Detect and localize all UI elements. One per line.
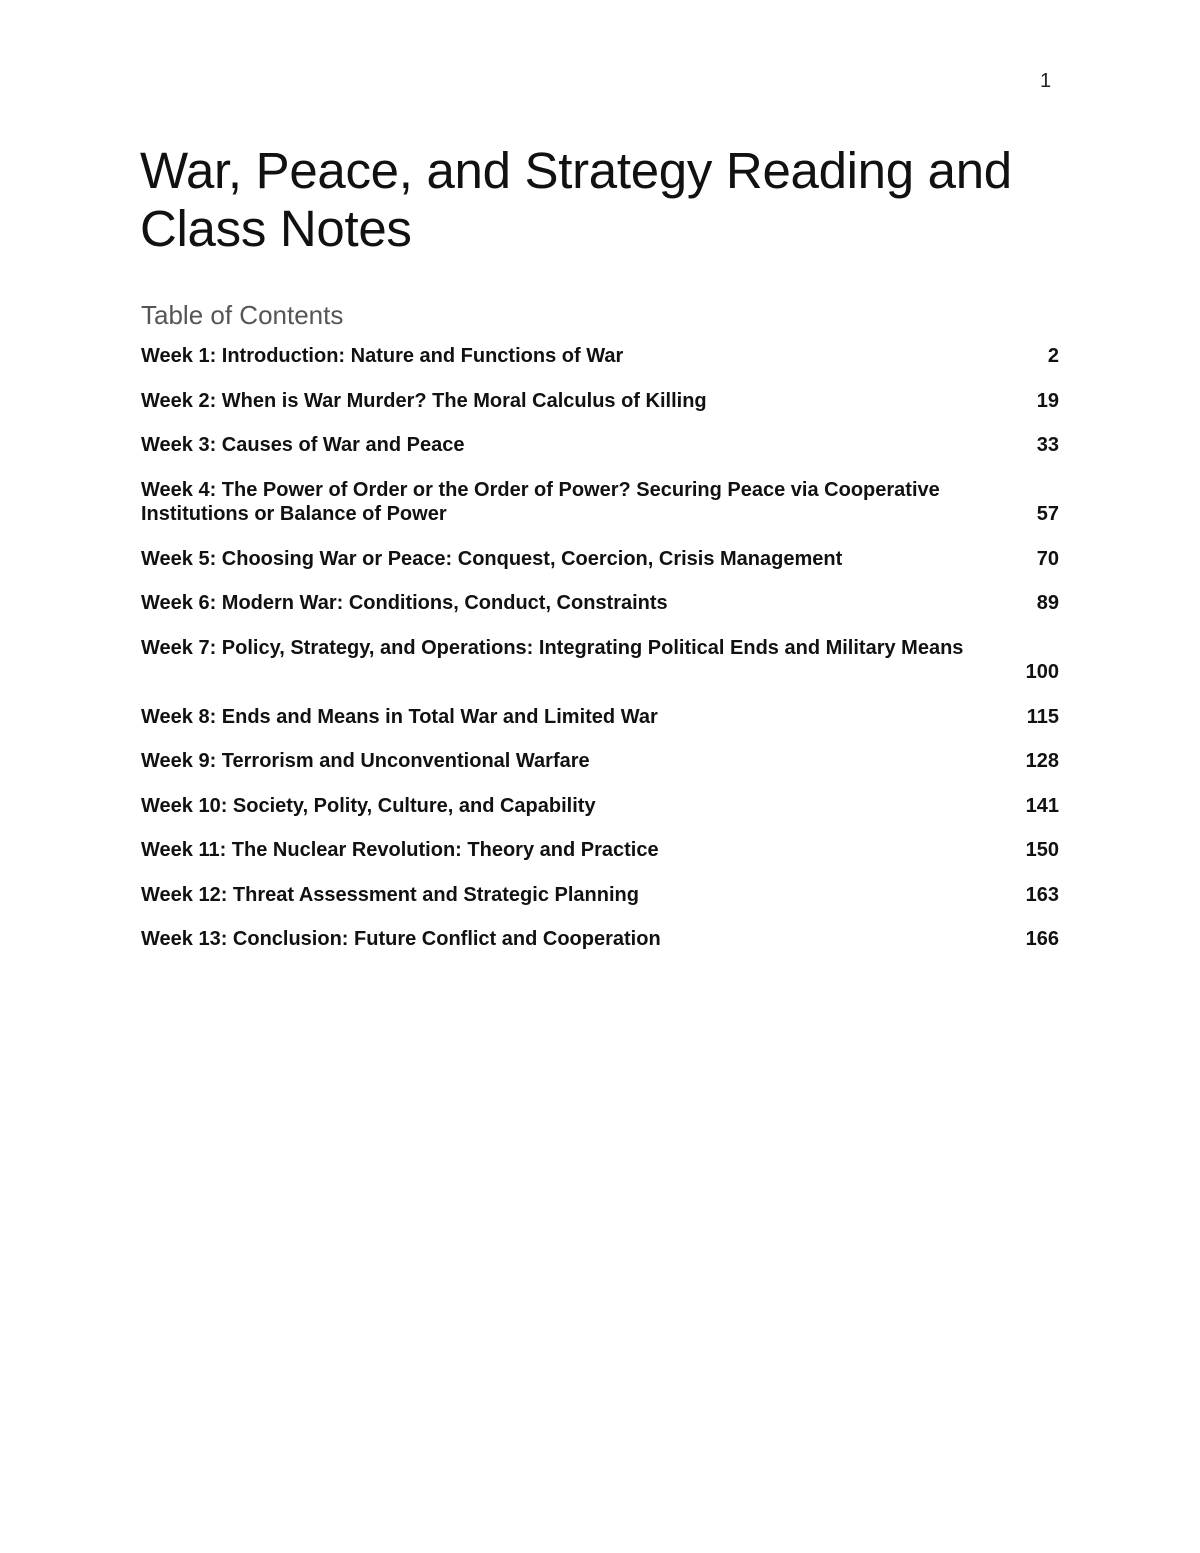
toc-entry-page: 89: [1036, 592, 1059, 614]
toc-heading: Table of Contents: [141, 300, 344, 330]
toc-entry-page: 33: [1036, 434, 1059, 456]
toc-entry-week-1[interactable]: [141, 344, 1059, 368]
toc-entry-label: Week 10: Society, Polity, Culture, and Capability: [141, 795, 596, 817]
toc-entry-week-8[interactable]: [141, 705, 1059, 729]
toc-entry-label: Week 6: Modern War: Conditions, Conduct, Constraints: [141, 592, 668, 614]
toc-entry-week-11[interactable]: [141, 838, 1059, 862]
toc-entry-page: 19: [1036, 390, 1059, 412]
toc-entry-week-4[interactable]: [141, 478, 1059, 526]
toc-entry-page: 163: [1025, 884, 1059, 906]
page-number: 1: [1040, 70, 1052, 92]
toc-entry-week-3[interactable]: [141, 433, 1059, 457]
toc-entry-label: Week 1: Introduction: Nature and Functions of War: [141, 345, 624, 367]
toc-entry-week-6[interactable]: [141, 591, 1059, 615]
toc-entry-label: Week 9: Terrorism and Unconventional Warfare: [141, 750, 590, 772]
toc-entry-week-7[interactable]: [141, 636, 1059, 684]
document-title: War, Peace, and Strategy Reading and Class Notes: [140, 142, 1012, 257]
toc-entry-page: 57: [1036, 503, 1059, 525]
toc-entry-week-12[interactable]: [141, 883, 1059, 907]
toc-entry-label: Week 3: Causes of War and Peace: [141, 434, 465, 456]
toc-entry-label: Week 8: Ends and Means in Total War and Limited War: [141, 706, 658, 728]
toc-entry-week-13[interactable]: [141, 927, 1059, 951]
toc-entry-label: Week 11: The Nuclear Revolution: Theory and Practice: [141, 839, 659, 861]
toc-entry-label: Week 13: Conclusion: Future Conflict and Cooperation: [141, 928, 661, 950]
toc-entry-week-5[interactable]: [141, 547, 1059, 571]
toc-entry-page: 70: [1036, 548, 1059, 570]
toc-entry-page: 128: [1025, 750, 1059, 772]
toc-entry-week-2[interactable]: [141, 389, 1059, 413]
toc-entry-label: Week 5: Choosing War or Peace: Conquest, Coercion, Crisis Management: [141, 548, 843, 570]
toc-entry-week-9[interactable]: [141, 749, 1059, 773]
toc-entry-label: Week 7: Policy, Strategy, and Operations: Integrating Political Ends and Military Means: [141, 637, 964, 659]
toc-entry-page: 2: [1047, 345, 1059, 367]
toc-entry-label: Week 4: The Power of Order or the Order of Power? Securing Peace via Cooperative Institutions or Balance of Power: [141, 479, 940, 525]
toc-entry-week-10[interactable]: [141, 794, 1059, 818]
toc-entry-label: Week 2: When is War Murder? The Moral Calculus of Killing: [141, 390, 707, 412]
toc-entry-page: 150: [1025, 839, 1059, 861]
toc-entry-page: 115: [1026, 706, 1059, 728]
toc-entry-page: 166: [1025, 928, 1059, 950]
toc-entry-page: 100: [1025, 661, 1059, 683]
toc-entry-label: Week 12: Threat Assessment and Strategic Planning: [141, 884, 639, 906]
toc-entry-page: 141: [1025, 795, 1059, 817]
